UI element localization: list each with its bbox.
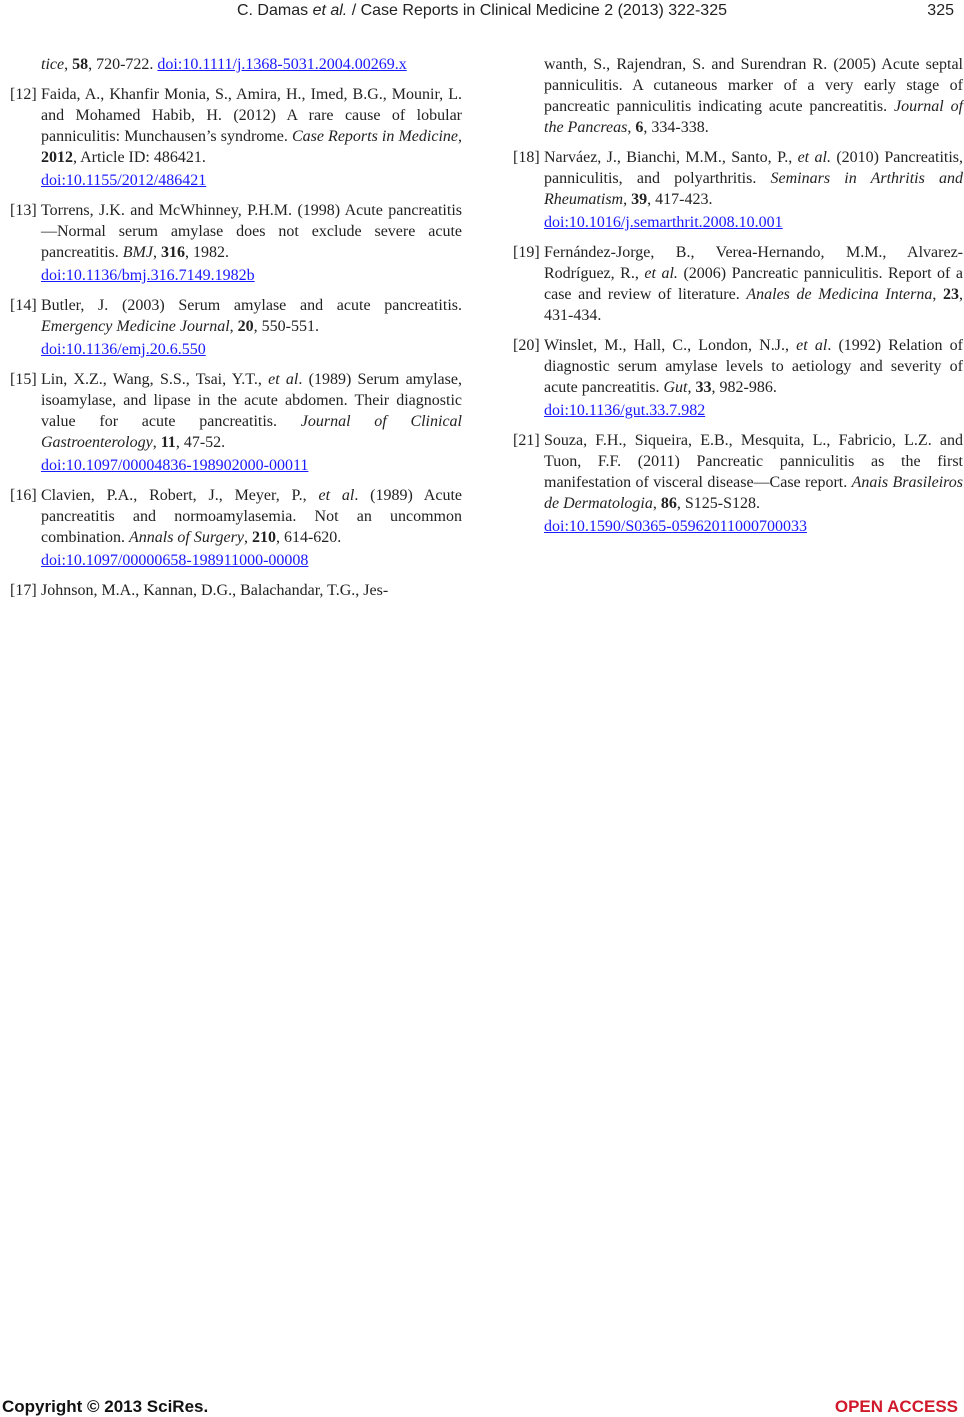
ref-number: [17] xyxy=(10,582,37,599)
doi-link[interactable]: doi:10.1136/gut.33.7.982 xyxy=(544,402,706,419)
ref-volume: 23 xyxy=(943,286,960,303)
running-title xyxy=(0,2,964,20)
ref-journal: Case Reports in Medicine xyxy=(291,128,458,145)
ref-pages: , 720-722. xyxy=(88,56,158,73)
ref-pages: , 47-52. xyxy=(175,434,226,451)
ref-number: [15] xyxy=(10,371,37,388)
doi-link[interactable]: doi:10.1136/bmj.316.7149.1982b xyxy=(41,267,255,284)
running-header xyxy=(0,2,964,22)
ref-pages: , S125-S128. xyxy=(676,495,760,512)
reference-14: [14] Butler, J. (2003) Serum amylase and acute pancreatitis. Emergency Medicine Journal, 20, 550-551. doi:10.1136/emj.20.6.550 xyxy=(10,297,462,358)
ref-title: . (1989) Acute pancreatitis and normoamylasemia. Not an uncommon combination. xyxy=(41,487,462,546)
ref-pages: , 1982. xyxy=(184,244,229,261)
running-etal: et al. xyxy=(312,2,348,19)
ref-authors: Torrens, J.K. and McWhinney, P.H.M. (1998) Acute pancreatitis—Normal serum amylase does not exclude severe acute pancreatitis. xyxy=(41,202,462,261)
ref-authors: Narváez, J., Bianchi, M.M., Santo, P., xyxy=(544,149,798,166)
ref-authors: Johnson, M.A., Kannan, D.G., Balachandar, T.G., Jes- xyxy=(41,582,389,599)
ref-journal: tice xyxy=(41,56,65,73)
ref-pages: , 417-423. xyxy=(647,191,713,208)
ref-number: [18] xyxy=(513,149,540,166)
copyright-notice: Copyright © 2013 SciRes. xyxy=(2,1397,209,1416)
ref-number: [13] xyxy=(10,202,37,219)
ref-etal: et al xyxy=(268,371,299,388)
ref-volume: 210 xyxy=(251,529,276,546)
doi-link[interactable]: doi:10.1016/j.semarthrit.2008.10.001 xyxy=(544,214,783,231)
ref-authors: Clavien, P.A., Robert, J., Meyer, P., xyxy=(41,487,319,504)
ref-number: [19] xyxy=(513,244,540,261)
ref-journal: Gut xyxy=(663,379,688,396)
left-column xyxy=(10,54,462,610)
ref-journal: Emergency Medicine Journal xyxy=(41,318,230,335)
reference-15: [15] Lin, X.Z., Wang, S.S., Tsai, Y.T., et al. (1989) Serum amylase, isoamylase, and lipase in the acute abdomen. Their diagnostic value for acute pancreatitis. Journal of Clinical Gastroenterology, 11, 47-52. doi:10.1097/00004836-198902000-00011 xyxy=(10,371,462,474)
ref-authors: Winslet, M., Hall, C., London, N.J., xyxy=(544,337,797,354)
ref-volume: 11 xyxy=(160,434,176,451)
ref-etal: et al xyxy=(318,487,355,504)
ref-volume: 2012 xyxy=(41,149,73,166)
ref-journal: Journal of the Pancreas xyxy=(544,98,964,136)
ref-pages: , 614-620. xyxy=(275,529,342,546)
ref-volume: 20 xyxy=(237,318,254,335)
ref-etal: et al xyxy=(796,337,828,354)
ref-journal: Seminars in Arthritis and Rheumatism xyxy=(544,170,963,208)
reference-21: [21] Souza, F.H., Siqueira, E.B., Mesquita, L., Fabricio, L.Z. and Tuon, F.F. (2011) Pancreatic panniculitis as the first manifestation of visceral disease—Case report. Anais Brasileiros de Dermatologia, 86, S125-S128. doi:10.1590/S0365-05962011000700033 xyxy=(513,432,964,535)
ref-title: (2006) Pancreatic panniculitis. Report of a case and review of literature. xyxy=(544,265,964,303)
ref-authors: Butler, J. (2003) Serum amylase and acute pancreatitis. xyxy=(41,297,462,314)
ref-pages: , 982-986. xyxy=(711,379,777,396)
reference-continuation: tice, 58, 720-722. doi:10.1111/j.1368-5031.2004.00269.x xyxy=(41,56,407,73)
ref-number: [21] xyxy=(513,432,540,449)
doi-link[interactable]: doi:10.1136/emj.20.6.550 xyxy=(41,341,206,358)
ref-journal: Annals of Surgery xyxy=(128,529,244,546)
ref-pages: , 550-551. xyxy=(253,318,319,335)
reference-17-continuation: wanth, S., Rajendran, S. and Surendran R. (2005) Acute septal panniculitis. A cutaneous marker of a very early stage of pancreatic panniculitis indicating acute pancreatitis. Journal of the Pancreas, 6, 334-338. xyxy=(544,56,964,136)
running-journal: / Case Reports in Clinical Medicine 2 (2013) 322-325 xyxy=(347,2,727,19)
ref-pages: , 431-434. xyxy=(544,286,964,324)
ref-number: [14] xyxy=(10,297,37,314)
ref-volume: 86 xyxy=(660,495,677,512)
doi-link[interactable]: doi:10.1111/j.1368-5031.2004.00269.x xyxy=(157,56,407,73)
ref-volume: 58 xyxy=(72,56,89,73)
page-number: 325 xyxy=(927,2,954,19)
ref-authors: Faida, A., Khanfir Monia, S., Amira, H., Imed, B.G., Mounir, L. and Mohamed Habib, H. (2012) A rare cause of lobular panniculitis: Munchausen’s syndrome. xyxy=(41,86,462,145)
ref-journal: Journal of Clinical Gastroenterology xyxy=(41,413,462,451)
ref-authors: Lin, X.Z., Wang, S.S., Tsai, Y.T., xyxy=(41,371,269,388)
ref-authors: Souza, F.H., Siqueira, E.B., Mesquita, L., Fabricio, L.Z. and Tuon, F.F. (2011) Pancreatic panniculitis as the first manifestation of visceral disease—Case report. xyxy=(544,432,963,491)
ref-volume: 39 xyxy=(631,191,648,208)
ref-volume: 6 xyxy=(635,119,644,136)
ref-etal: et al. xyxy=(797,149,831,166)
reference-13: [13] Torrens, J.K. and McWhinney, P.H.M. (1998) Acute pancreatitis—Normal serum amylase does not exclude severe acute pancreatitis. BMJ, 316, 1982. doi:10.1136/bmj.316.7149.1982b xyxy=(10,202,462,284)
ref-title: . (1992) Relation of diagnostic serum amylase levels to aetiology and severity of acute pancreatitis. xyxy=(544,337,964,396)
doi-link[interactable]: doi:10.1590/S0365-05962011000700033 xyxy=(544,518,807,535)
ref-number: [16] xyxy=(10,487,37,504)
ref-volume: 33 xyxy=(695,379,712,396)
reference-20: [20] Winslet, M., Hall, C., London, N.J., et al. (1992) Relation of diagnostic serum amylase levels to aetiology and severity of acute pancreatitis. Gut, 33, 982-986. doi:10.1136/gut.33.7.982 xyxy=(513,337,964,419)
ref-pages: , Article ID: 486421. xyxy=(73,149,206,166)
page-footer xyxy=(0,1397,964,1417)
ref-volume: 316 xyxy=(160,244,185,261)
ref-title: wanth, S., Rajendran, S. and Surendran R. (2005) Acute septal panniculitis. A cutaneous marker of a very early stage of pancreatic panniculitis indicating acute pancreatitis. xyxy=(544,56,963,115)
open-access-label: OPEN ACCESS xyxy=(834,1397,958,1416)
right-column xyxy=(513,54,963,546)
ref-number: [20] xyxy=(513,337,540,354)
doi-link[interactable]: doi:10.1097/00004836-198902000-00011 xyxy=(41,457,309,474)
ref-authors: Fernández-Jorge, B., Verea-Hernando, M.M., Alvarez-Rodríguez, R., xyxy=(544,244,963,282)
running-authors: C. Damas xyxy=(236,2,313,19)
reference-17 xyxy=(10,580,462,601)
reference-18: [18] Narváez, J., Bianchi, M.M., Santo, P., et al. (2010) Pancreatitis, panniculitis, and polyarthritis. Seminars in Arthritis and Rheumatism, 39, 417-423. doi:10.1016/j.semarthrit.2008.10.001 xyxy=(513,149,964,231)
doi-link[interactable]: doi:10.1155/2012/486421 xyxy=(41,172,207,189)
reference-19: [19] Fernández-Jorge, B., Verea-Hernando, M.M., Alvarez-Rodríguez, R., et al. (2006) Pancreatic panniculitis. Report of a case and review of literature. Anales de Medicina Interna, 23, 431-434. xyxy=(513,244,964,324)
ref-pages: , 334-338. xyxy=(643,119,709,136)
ref-title: . (1989) Serum amylase, isoamylase, and lipase in the acute abdomen. Their diagnostic value for acute pancreatitis. xyxy=(41,371,462,430)
ref-journal: BMJ xyxy=(122,244,153,261)
reference-12: [12] Faida, A., Khanfir Monia, S., Amira, H., Imed, B.G., Mounir, L. and Mohamed Habib, H. (2012) A rare cause of lobular panniculitis: Munchausen’s syndrome. Case Reports in Medicine, 2012, Article ID: 486421. doi:10.1155/2012/486421 xyxy=(10,86,462,189)
reference-16: [16] Clavien, P.A., Robert, J., Meyer, P., et al. (1989) Acute pancreatitis and normoamylasemia. Not an uncommon combination. Annals of Surgery, 210, 614-620. doi:10.1097/00000658-198911000-00008 xyxy=(10,487,462,569)
doi-link[interactable]: doi:10.1097/00000658-198911000-00008 xyxy=(41,552,309,569)
ref-title: (2010) Pancreatitis, panniculitis, and polyarthritis. xyxy=(544,149,964,187)
ref-journal: Anales de Medicina Interna xyxy=(746,286,933,303)
ref-etal: et al. xyxy=(644,265,678,282)
ref-number: [12] xyxy=(10,86,37,103)
ref-journal: Anais Brasileiros de Dermatologia xyxy=(544,474,964,512)
